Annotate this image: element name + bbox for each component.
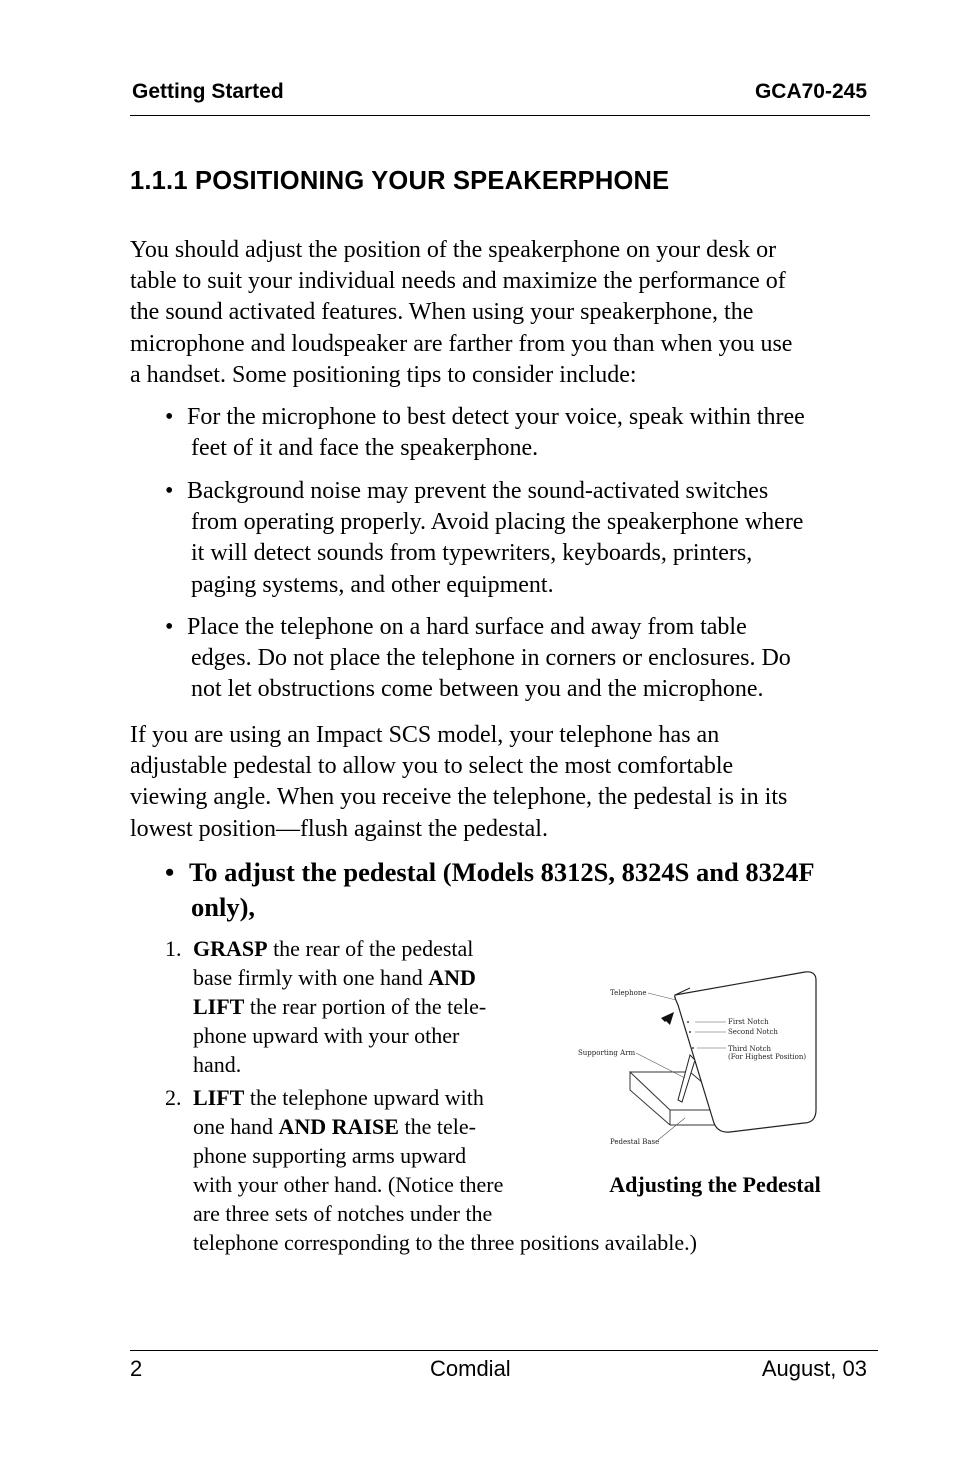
step-text: the rear of the pedestal [267,936,474,961]
tip-line: edges. Do not place the telephone in corners or enclosures. Do [191,645,791,672]
page-header [130,80,867,110]
page-footer [130,1356,867,1386]
label-first-notch: First Notch [728,1018,769,1026]
procedure-heading [165,855,875,925]
step-1-line: phone upward with your other [193,1023,460,1048]
pedestal-line: If you are using an Impact SCS model, your telephone has an [130,722,720,748]
step-2-line: phone supporting arms upward [193,1143,467,1168]
tip-line: feet of it and face the speakerphone. [191,435,539,462]
procedure-heading-line: • To adjust the pedestal (Models 8312S, 8324S and 8324F [165,855,875,890]
procedure-heading-line: only), [191,892,256,922]
header-doc-id: GCA70-245 [754,80,867,103]
figure-caption: Adjusting the Pedestal [609,1172,821,1197]
label-second-notch: Second Notch [728,1028,778,1036]
step-keyword: LIFT [193,1085,245,1110]
tip-line: • Place the telephone on a hard surface and away from table [165,612,875,643]
step-1-line [165,934,755,963]
tip-line: not let obstructions come between you and the microphone. [191,676,764,703]
header-rule [130,115,870,116]
step-keyword: AND RAISE [278,1114,399,1139]
step-1-line: hand. [193,1052,242,1077]
pedestal-paragraph [130,720,870,845]
intro-line: table to suit your individual needs and maximize the performance of [130,268,786,295]
tip-line: • For the microphone to best detect your voice, speak within three [165,402,875,433]
tip-line: paging systems, and other equipment. [191,571,554,598]
step-number: 2. [165,1085,182,1110]
leader-line [648,993,676,1000]
tip-bullet [165,612,875,706]
footer-rule [130,1350,878,1351]
leader-line [658,1118,685,1140]
page-number: 2 [130,1356,143,1381]
tip-line: from operating properly. Avoid placing the speakerphone where [191,509,804,536]
step-text: base firmly with one hand [193,965,429,990]
section-title: 1.1.1 POSITIONING YOUR SPEAKERPHONE [130,167,670,195]
intro-line: a handset. Some positioning tips to consider include: [130,361,637,388]
footer-date: August, 03 [761,1356,867,1381]
step-2-line: are three sets of notches under the [193,1201,493,1226]
intro-paragraph [130,235,870,391]
step-text: the rear portion of the tele- [244,994,487,1019]
pedestal-line: adjustable pedestal to allow you to select the most comfortable [130,753,734,780]
intro-line: You should adjust the position of the speakerphone on your desk or [130,237,777,263]
tip-line: • Background noise may prevent the sound-activated switches [165,476,875,507]
tip-bullet [165,402,875,464]
step-text: the tele- [398,1114,476,1139]
intro-line: the sound activated features. When using your speakerphone, the [130,299,754,326]
label-pedestal-base: Pedestal Base [610,1138,660,1146]
label-third-notch-note: (For Highest Position) [728,1053,807,1061]
step-number: 1. [165,936,182,961]
step-2-line: with your other hand. (Notice there [193,1172,504,1197]
step-keyword: LIFT [193,994,245,1019]
step-text: one hand [193,1114,279,1139]
tip-bullet [165,476,875,601]
step-keyword: AND [428,965,476,990]
step-2-line: telephone corresponding to the three positions available.) [193,1230,698,1255]
label-telephone: Telephone [610,989,647,997]
label-third-notch: Third Notch [728,1045,772,1053]
label-supporting-arm: Supporting Arm [578,1049,636,1057]
step-text: the telephone upward with [244,1085,484,1110]
step-keyword: GRASP [193,936,268,961]
pedestal-line: viewing angle. When you receive the telephone, the pedestal is in its [130,784,788,811]
header-section-name: Getting Started [132,80,284,103]
intro-line: microphone and loudspeaker are farther from you than when you use [130,330,793,357]
pedestal-line: lowest position—flush against the pedestal. [130,815,548,842]
footer-company: Comdial [430,1356,511,1381]
tip-line: it will detect sounds from typewriters, keyboards, printers, [191,540,753,567]
pedestal-illustration [570,960,860,1160]
